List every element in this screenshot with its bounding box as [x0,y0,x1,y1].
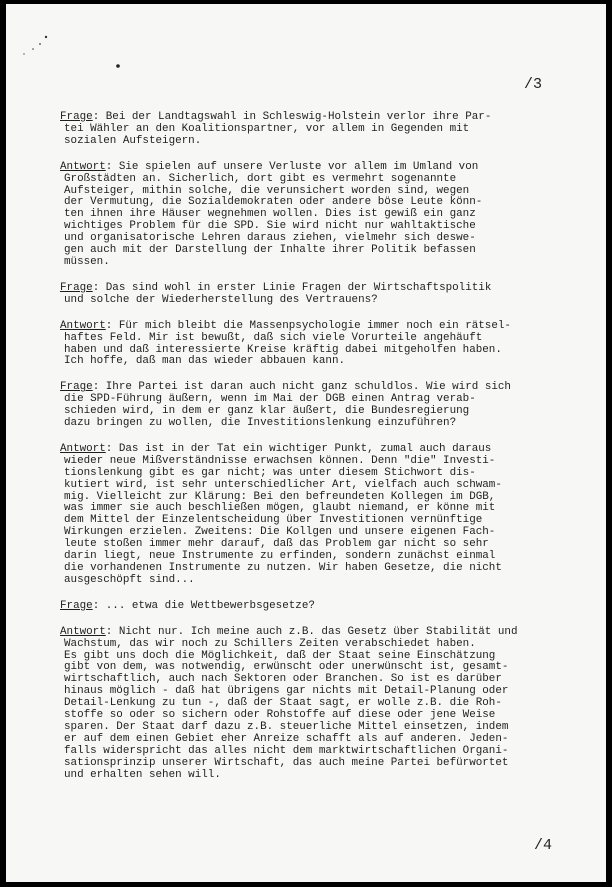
text-line: stoffe so oder so sichern oder Rohstoffe auf diese oder jene Weise [64,709,496,722]
question-label: Frage [60,111,93,123]
text-line: Aufsteiger, mithin solche, die verunsichert worden sind, wegen [64,184,470,197]
text-line: Frage: Das sind wohl in erster Linie Fragen der Wirtschaftspolitik [60,281,492,294]
text-line: und erhalten sehen will. [64,768,221,781]
question-label: Frage [60,381,93,394]
text-line: Wachstum, das wir noch zu Schillers Zeiten verabschiedet haben. [64,637,476,650]
text-line: haftes Feld. Mir ist bewußt, daß sich viele Vorurteile angehäuft [64,331,483,344]
text-line: Ich hoffe, daß man das wieder abbauen kann. [64,355,346,368]
text-line: Wirkungen erzielen. Zweitens: Die Kollgen und unsere eigenen Fach- [64,526,496,539]
text-line: und solche der Wiederherstellung des Vertrauens? [64,293,378,306]
text-line: sationsprinzip unserer Wirtschaft, das auch meine Partei befürwortet [64,756,509,769]
question-label: Frage [60,599,93,612]
text-line: kutiert wird, ist sehr unterschiedlicher Art, vielfach auch schwam- [64,478,502,491]
text-line: die vorhandenen Instrumente zu nutzen. Wir haben Gesetze, die nicht [64,562,502,574]
text-line: Frage: ... etwa die Wettbewerbsgesetze? [60,599,315,612]
text-line: gibt von dem, was notwendig, erwünscht oder unerwünscht ist, gesamt- [64,661,509,674]
scan-specks [6,4,606,124]
text-line: leute stoßen immer mehr darauf, daß das Problem gar nicht so sehr [64,538,489,551]
page-number-bottom: /4 [534,837,553,854]
page-number-top: /3 [524,76,543,93]
text-line: haben und daß interessierte Kreise kräftig dabei mitgeholfen haben. [64,343,502,356]
text-line: und organisatorische Lehren daraus ziehen, vielmehr sich deswe- [64,232,476,245]
text-line: darin liegt, neue Instrumente zu erfinden, sondern zunächst einmal [64,550,496,563]
text-line: hinaus möglich - daß hat übrigens gar nichts mit Detail-Planung oder [64,685,509,698]
text-line: Es gibt uns doch die Möglichkeit, daß der Staat seine Einschätzung [64,649,496,662]
answer-label: Antwort [60,160,106,173]
text-line: die SPD-Führung äußern, wenn im Mai der DGB einen Antrag verab- [64,393,476,406]
document-page [6,4,606,882]
answer-block [60,321,560,369]
text-line: ausgeschöpft sind... [64,573,195,586]
question-block [60,283,560,307]
text-line: Antwort: Sie spielen auf unsere Verluste vor allem im Umland von [60,160,479,173]
answer-label: Antwort [60,442,106,455]
text-line: Antwort: Nicht nur. Ich meine auch z.B. das Gesetz über Stabilität und [60,625,518,638]
answer-label: Antwort [60,625,106,638]
text-line: Antwort: Für mich bleibt die Massenpsychologie immer noch ein rätsel- [60,319,511,332]
text-line: mig. Vielleicht zur Klärung: Bei den befreundeten Kollegen im DGB, [64,490,496,503]
question-block [60,112,560,148]
text-line: ten ihnen ihre Häuser wegnehmen wollen. Dies ist gewiß ein ganz [64,208,476,221]
question-block [60,382,560,430]
text-line: der Vermutung, die Sozialdemokraten oder andere böse Leute könn- [64,196,483,209]
text-line: wirtschaftlich, auch nach Sektoren oder Branchen. So ist es darüber [64,673,502,686]
text-line: gen auch mit der Darstellung der Inhalte ihrer Politik befassen [64,244,476,257]
text-line: wieder neue Mißverständnisse erwachsen können. Denn "die" Investi- [64,454,496,467]
text-line: tionslenkung gibt es gar nicht; was unter diesem Stichwort dis- [64,466,476,479]
text-line: wichtiges Problem für die SPD. Sie wird nicht nur wahltaktische [64,220,476,233]
text-line: Frage: Ihre Partei ist daran auch nicht ganz schuldlos. Wie wird sich [60,381,511,394]
text-line: sparen. Der Staat darf dazu z.B. steuerliche Mittel einsetzen, indem [64,720,509,733]
text-line: dem Mittel der Einzelentscheidung über Investitionen vernünftige [64,514,483,527]
question-label: Frage [60,281,93,294]
answer-block [60,627,560,782]
answer-block [60,444,560,587]
text-line: dazu bringen zu wollen, die Investitionslenkung einzuführen? [64,417,457,430]
text-line: Frage: Bei der Landtagswahl in Schleswig-Holstein verlor ihre Par- [60,111,492,123]
text-line: tei Wähler an den Koalitionspartner, vor allem in Gegenden mit [64,122,470,135]
answer-label: Antwort [60,319,106,332]
text-line: was immer sie auch beschließen mögen, glaubt niemand, er könne mit [64,502,496,515]
interview-transcript [60,112,560,796]
text-line: Großstädten an. Sicherlich, dort gibt es vermehrt sogenannte [64,172,457,185]
text-line: Detail-Lenkung zu tun -, daß der Staat sagt, er wolle z.B. die Roh- [64,697,502,710]
question-block [60,601,560,613]
text-line: falls widerspricht das alles nicht dem marktwirtschaftlichen Organi- [64,744,509,757]
answer-block [60,162,560,269]
text-line: schieden wird, in dem er ganz klar äußert, die Bundesregierung [64,405,470,418]
text-line: müssen. [64,255,110,268]
text-line: Antwort: Das ist in der Tat ein wichtiger Punkt, zumal auch daraus [60,442,492,455]
text-line: sozialen Aufsteigern. [64,134,202,147]
text-line: er auf dem einen Gebiet eher Anreize schafft als auf anderen. Jeden- [64,732,509,745]
